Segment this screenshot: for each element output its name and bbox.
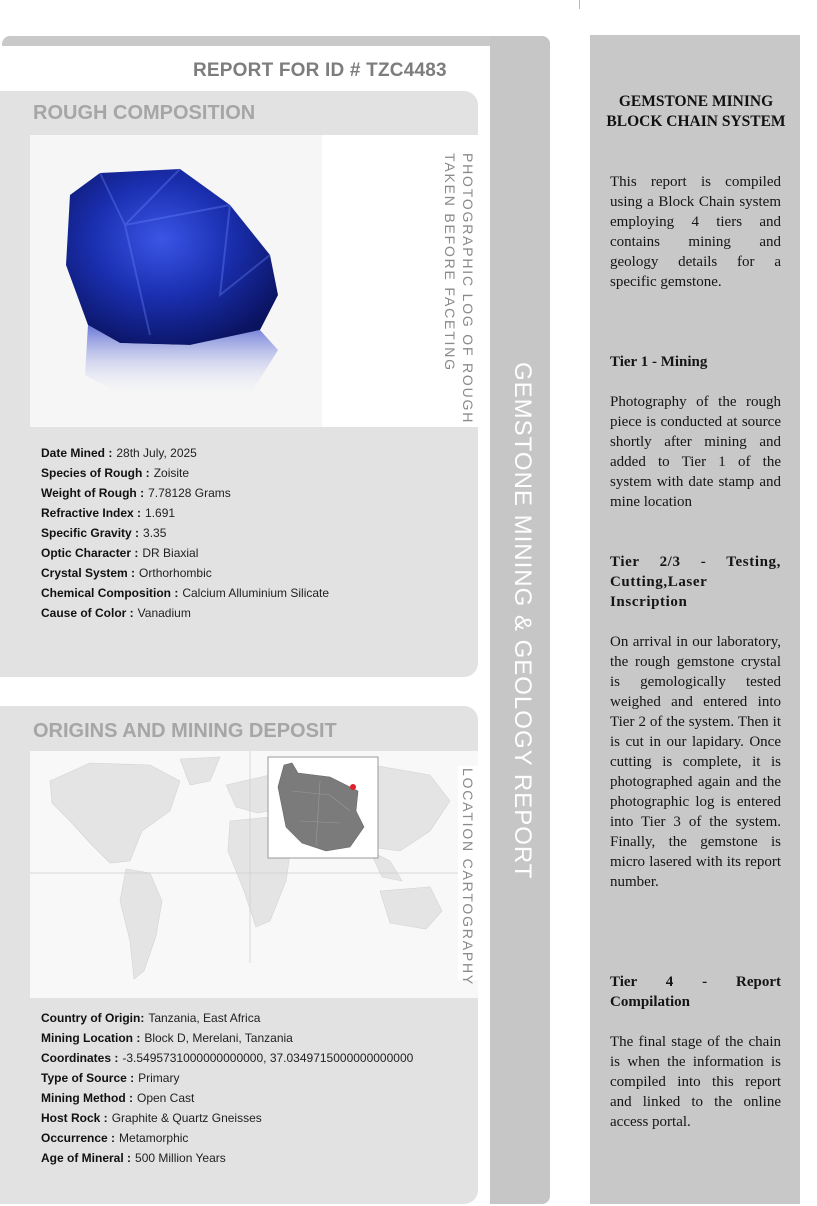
field-value: Open Cast [136,1091,195,1105]
rough-gemstone-photo [30,135,322,427]
refractive-index-row [41,503,329,523]
blockchain-intro: This report is compiled using a Block Chain system employing 4 tiers and contains mining and geology details for a specific gemstone. [610,174,781,290]
tier1-text: Photography of the rough piece is conducted at source shortly after mining and added to Tier 1 of the system with date stamp and mine location [610,394,781,510]
rough-photo-caption [322,135,478,427]
field-label: Country of Origin: [41,1011,145,1025]
occurrence-row [41,1128,413,1148]
tier1-heading: Tier 1 - Mining [610,354,708,370]
field-label: Host Rock : [41,1111,108,1125]
field-value: Zoisite [153,466,190,480]
header-bar [2,36,550,46]
field-label: Occurrence : [41,1131,116,1145]
field-label: Mining Method : [41,1091,133,1105]
field-value: Calcium Alluminium Silicate [182,586,330,600]
origins-title: ORIGINS AND MINING DEPOSIT [33,720,337,742]
field-label: Species of Rough : [41,466,150,480]
field-label: Crystal System : [41,566,136,580]
weight-row [41,483,329,503]
field-value: 3.35 [143,526,167,540]
specific-gravity-row [41,523,329,543]
vertical-report-title-text: GEMSTONE MINING & GEOLOGY REPORT [509,362,536,880]
rough-details-list [41,443,329,623]
field-value: 7.78128 Grams [148,486,231,500]
location-map [30,751,478,998]
mineral-age-row [41,1148,413,1168]
cause-of-color-row [41,603,329,623]
field-value: Primary [138,1071,180,1085]
field-label: Mining Location : [41,1031,141,1045]
field-value: Vanadium [137,606,191,620]
field-value: Orthorhombic [139,566,212,580]
field-value: Block D, Merelani, Tanzania [144,1031,293,1045]
field-label: Type of Source : [41,1071,135,1085]
field-label: Chemical Composition : [41,586,179,600]
field-label: Refractive Index : [41,506,142,520]
report-id-title: REPORT FOR ID # TZC4483 [193,60,447,81]
world-map-image [30,751,478,998]
field-label: Age of Mineral : [41,1151,132,1165]
field-value: -3.5495731000000000000, 37.0349715000000000000 [122,1051,414,1065]
field-value: 1.691 [145,506,176,520]
field-label: Coordinates : [41,1051,119,1065]
rough-caption-text: PHOTOGRAPHIC LOG OF ROUGH TAKEN BEFORE FACETING [442,153,476,425]
field-label: Cause of Color : [41,606,134,620]
field-label: Date Mined : [41,446,113,460]
date-mined-row [41,443,329,463]
crystal-system-row [41,563,329,583]
source-type-row [41,1068,413,1088]
tier23-text: On arrival in our laboratory, the rough gemstone crystal is gemologically tested weighed and entered into Tier 2 of the system. Then it is cut in our lapidary. Once cutting is complete, it is photographed again and the photographic log is entered into Tier 3 of the system. Finally, the gemstone is micro lasered with its report number. [610,634,781,890]
field-value: 28th July, 2025 [116,446,197,460]
coordinates-row [41,1048,413,1068]
field-label: Weight of Rough : [41,486,145,500]
mining-location-row [41,1028,413,1048]
species-row [41,463,329,483]
tier4-text: The final stage of the chain is when the information is compiled into this report and linked to the online access portal. [610,1034,781,1130]
tier23-heading: Tier 2/3 - Testing, Cutting,Laser Inscription [610,554,781,610]
field-value: 500 Million Years [135,1151,226,1165]
host-rock-row [41,1108,413,1128]
field-label: Optic Character : [41,546,139,560]
location-caption [458,766,480,987]
field-value: Graphite & Quartz Gneisses [111,1111,262,1125]
optic-character-row [41,543,329,563]
field-label: Specific Gravity : [41,526,140,540]
chemical-composition-row [41,583,329,603]
origin-details-list [41,1008,413,1168]
rough-composition-title: ROUGH COMPOSITION [33,102,256,124]
location-caption-text: LOCATION CARTOGRAPHY [460,768,476,987]
mine-location-marker [350,784,356,790]
field-value: Metamorphic [119,1131,189,1145]
country-row [41,1008,413,1028]
field-value: DR Biaxial [142,546,199,560]
blockchain-title: GEMSTONE MINING BLOCK CHAIN SYSTEM [606,93,786,130]
top-divider-tick [579,0,580,9]
gemstone-image [30,135,322,427]
field-value: Tanzania, East Africa [148,1011,261,1025]
vertical-report-title [508,362,538,882]
tier4-heading: Tier 4 - Report Compilation [610,974,781,1010]
mining-method-row [41,1088,413,1108]
